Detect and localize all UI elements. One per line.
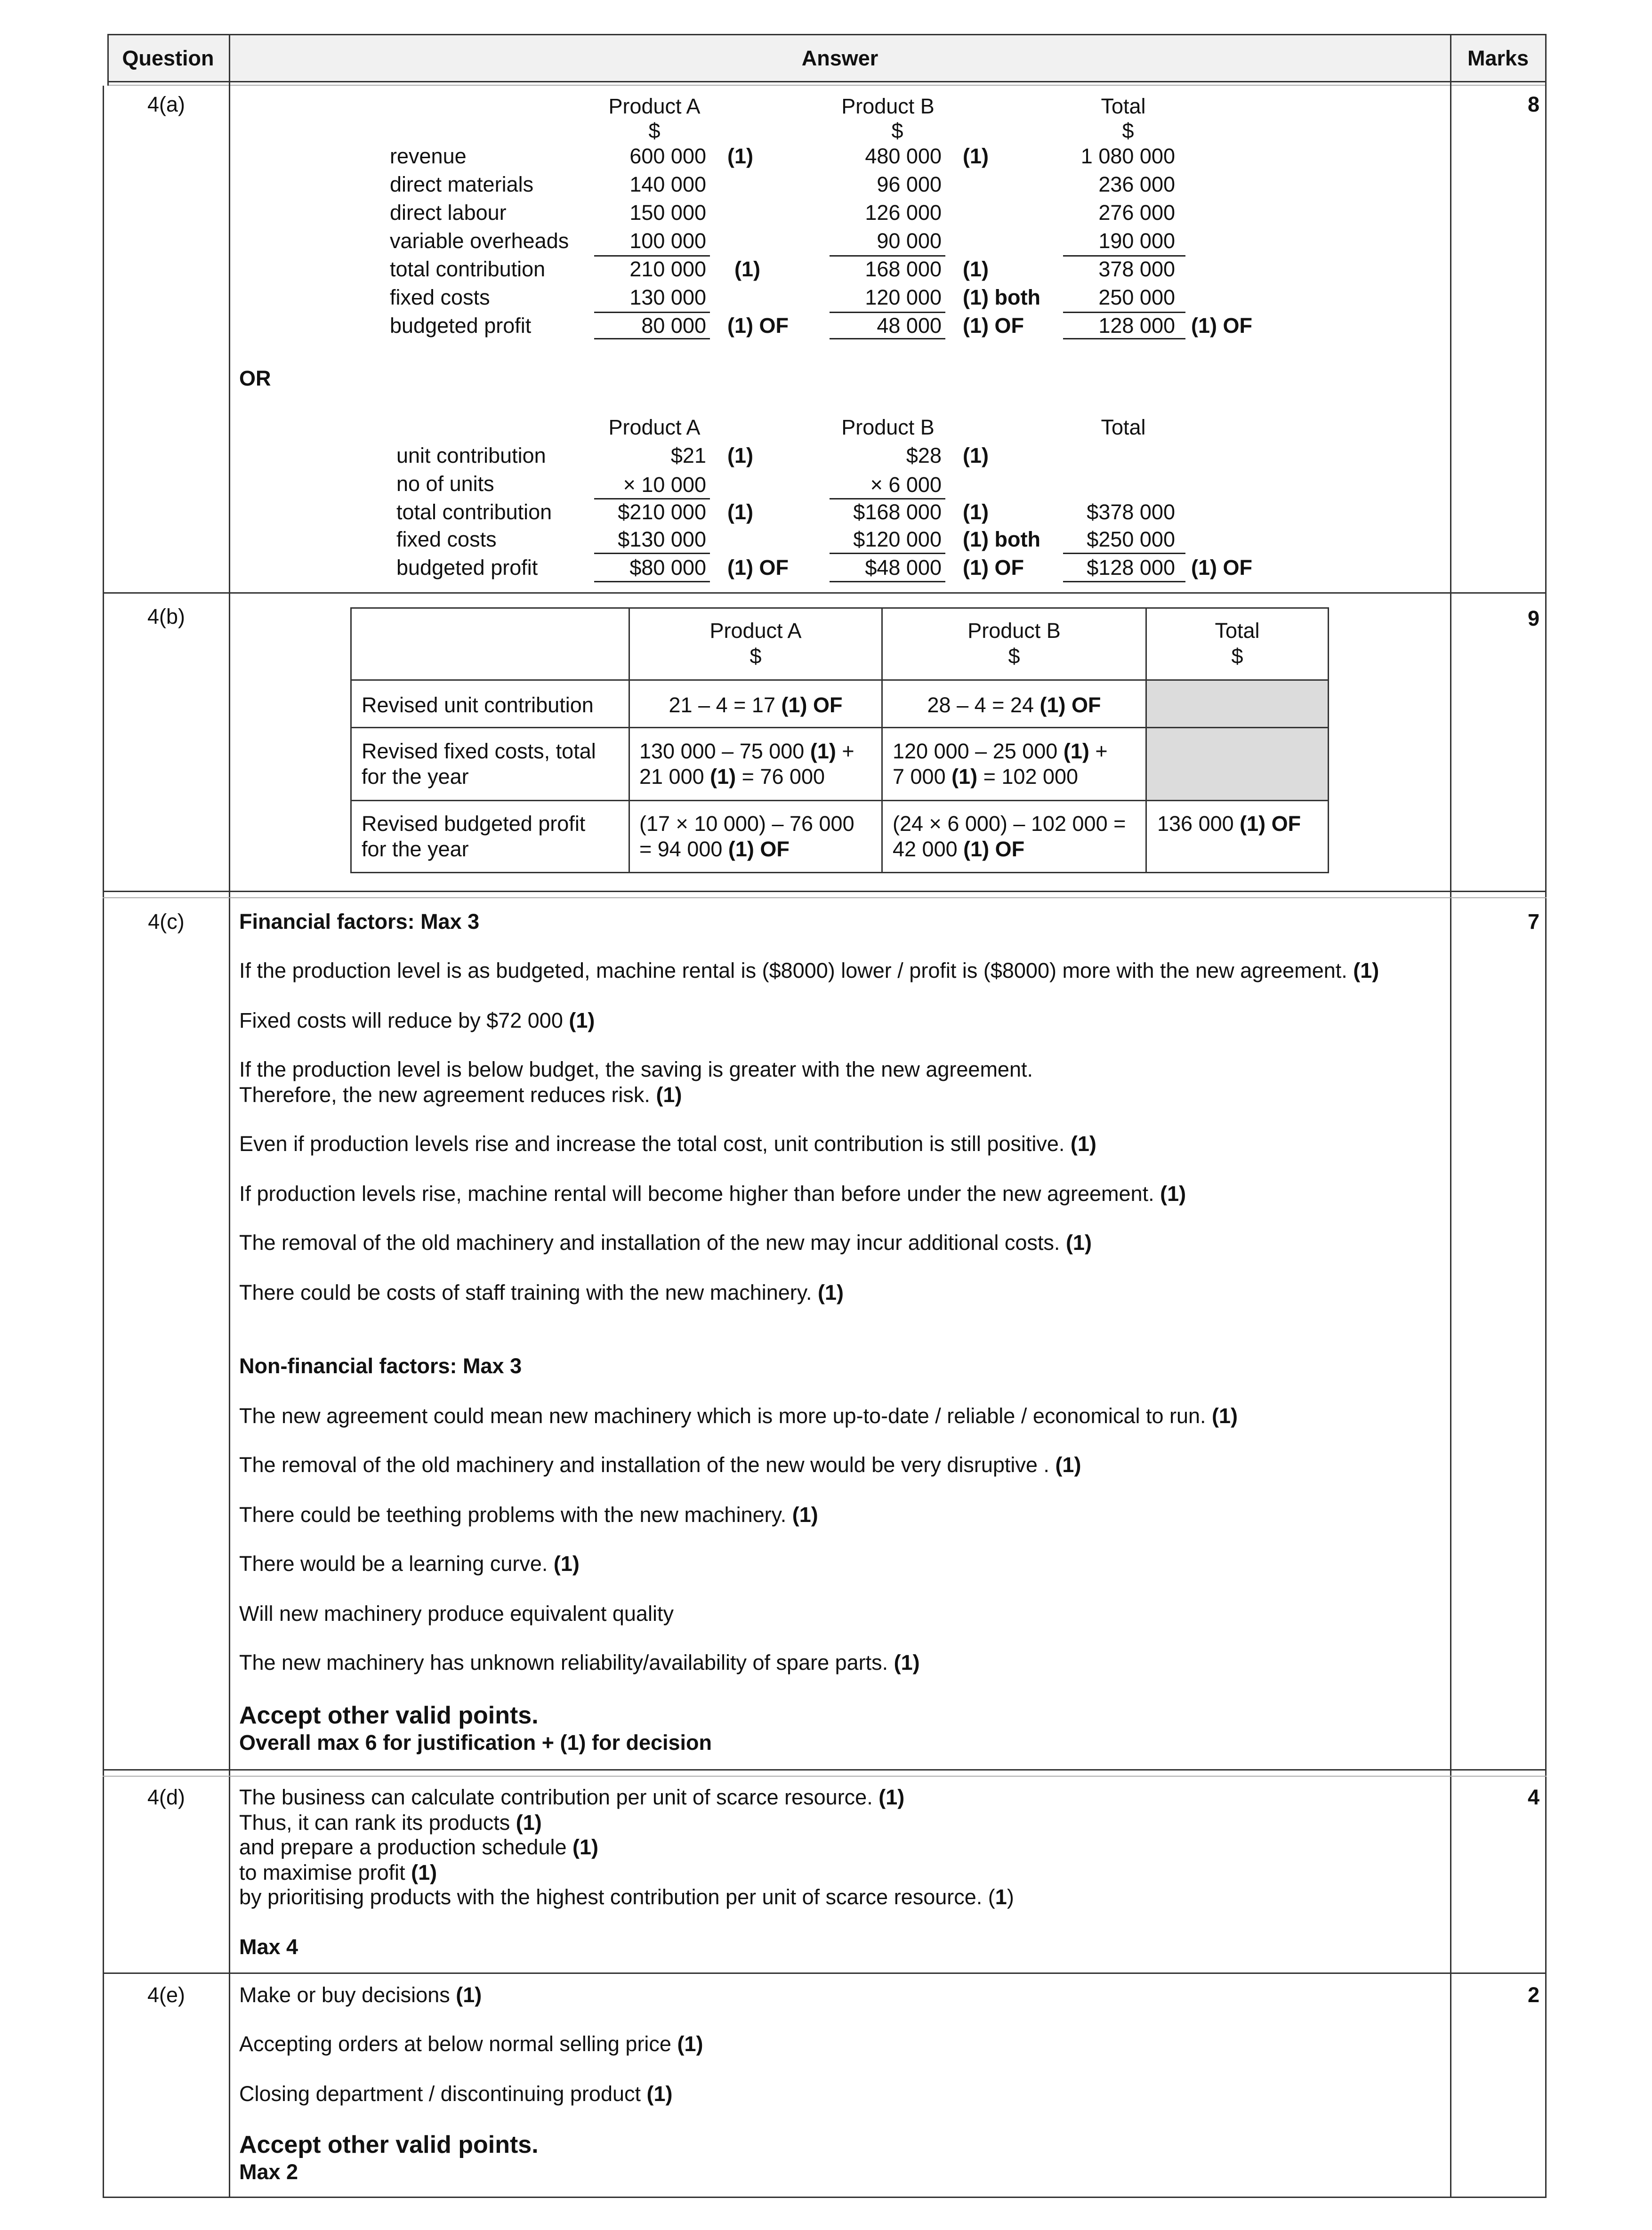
t1-value-total: 276 000	[1098, 201, 1175, 225]
accept-other-points-4e: Accept other valid points.	[239, 2131, 539, 2158]
t2-header-product-a: Product A	[608, 415, 701, 439]
row-separator-4e	[103, 1972, 1547, 1974]
rt-r1-b-mark: (1) OF	[1040, 693, 1101, 717]
financial-point	[239, 1231, 1092, 1255]
t2-header-product-b: Product B	[841, 415, 935, 439]
4d-line	[239, 1885, 1014, 1909]
4e-line	[239, 1983, 482, 2007]
rt-header-a-dollar: $	[749, 644, 762, 668]
financial-factors-heading: Financial factors: Max 3	[239, 910, 480, 934]
t2-mark-b: (1) both	[963, 527, 1040, 551]
financial-point	[239, 1132, 1096, 1156]
t2-value-b: × 6 000	[870, 473, 942, 497]
t2-underline-total-2	[1063, 553, 1185, 554]
rt-r2-b1-text: 120 000 – 25 000	[893, 739, 1064, 763]
rt-header-total-dollar: $	[1231, 644, 1243, 668]
rt-r1-a	[629, 693, 883, 717]
t2-value-b: $120 000	[853, 527, 942, 551]
t2-label: budgeted profit	[396, 555, 538, 580]
rt-r2-b-cell	[881, 727, 1147, 801]
t1-header-product-a-dollar: $	[648, 119, 661, 143]
point-text: If the production level is as budgeted, machine rental is ($8000) lower / profit is ($8000) more with the new agreement.	[239, 958, 1354, 982]
t1-header-product-b: Product B	[841, 94, 935, 118]
t1-label: variable overheads	[390, 229, 569, 253]
point-mark: (1)	[1065, 1231, 1092, 1255]
line-text: Make or buy decisions	[239, 1983, 456, 2007]
point-text: If production levels rise, machine rental will become higher than before under the new agreement.	[239, 1182, 1160, 1206]
rt-header-b-label: Product B	[967, 619, 1061, 643]
rt-r2-a1-mark: (1)	[810, 739, 836, 763]
rt-r2-b2-mark: (1)	[951, 765, 978, 789]
question-col-divider	[229, 34, 230, 2198]
t2-value-a: $130 000	[618, 527, 706, 551]
t1-value-a: 130 000	[629, 285, 706, 309]
line-text: to maximise profit	[239, 1860, 411, 1884]
t2-underline-b-2	[830, 553, 945, 554]
t2-underline-b-3	[830, 581, 945, 582]
point-mark: (1)	[1160, 1182, 1186, 1206]
t2-value-b: $28	[906, 443, 942, 467]
header-marks: Marks	[1467, 46, 1529, 70]
marks-4d: 4	[1527, 1785, 1539, 1809]
max-4d: Max 4	[239, 1935, 298, 1959]
t2-value-total: $378 000	[1087, 500, 1175, 524]
t1-label: total contribution	[390, 257, 546, 281]
non-financial-point	[239, 1650, 920, 1675]
rt-r1-a-text: 21 – 4 = 17	[669, 693, 782, 717]
rt-r2-b2-end: = 102 000	[977, 765, 1079, 789]
rt-r3-b-line2	[893, 837, 1024, 861]
overall-max-4c: Overall max 6 for justification + (1) for decision	[239, 1731, 712, 1755]
rt-header-a-label: Product A	[709, 619, 802, 643]
t1-label: direct materials	[390, 172, 534, 196]
rt-r2-label-2: for the year	[362, 765, 469, 789]
row-separator-4c-b	[103, 897, 1547, 898]
point-text: The removal of the old machinery and installation of the new would be very disruptive .	[239, 1453, 1056, 1477]
t1-underline-a	[594, 255, 710, 257]
header-bottom-border	[107, 81, 1546, 82]
t1-mark-b: (1) both	[963, 285, 1040, 309]
t1-label: revenue	[390, 144, 467, 168]
marks-4c: 7	[1527, 910, 1539, 934]
t2-label: no of units	[396, 472, 494, 496]
rt-r3-a2-mark: (1) OF	[728, 837, 790, 861]
t1-header-total: Total	[1101, 94, 1146, 118]
t2-label: total contribution	[396, 500, 552, 524]
t1-value-a: 600 000	[629, 144, 706, 168]
financial-point	[239, 1083, 682, 1107]
t1-underline-total	[1063, 255, 1185, 257]
rt-r3-b2-text: 42 000	[893, 837, 964, 861]
rt-header-total-label: Total	[1215, 619, 1260, 643]
rt-r2-a2-mark: (1)	[710, 765, 736, 789]
t1-value-b: 480 000	[865, 144, 942, 168]
t1-value-b: 168 000	[865, 257, 942, 281]
rt-r2-b1-end: +	[1089, 739, 1108, 763]
rt-r3-a-line1: (17 × 10 000) – 76 000	[639, 812, 854, 836]
t1-mark-a: (1) OF	[727, 314, 789, 338]
line-mark: (1)	[411, 1860, 437, 1884]
t2-value-total: $250 000	[1087, 527, 1175, 551]
rt-header-b-dollar: $	[1008, 644, 1020, 668]
t2-value-b: $48 000	[865, 555, 942, 580]
header-bottom-border-2	[107, 85, 1546, 86]
t1-value-a: 150 000	[629, 201, 706, 225]
4e-line	[239, 2082, 673, 2106]
line-mark: (1)	[677, 2032, 703, 2056]
rt-r3-total-text: 136 000	[1157, 812, 1240, 836]
line-text: Accepting orders at below normal selling price	[239, 2032, 677, 2056]
point-text: Fixed costs will reduce by $72 000	[239, 1008, 569, 1032]
rt-r2-b-line2	[893, 765, 1078, 789]
line-mark: 1	[995, 1885, 1007, 1909]
t2-mark-a: (1) OF	[727, 555, 789, 580]
point-text: Therefore, the new agreement reduces risk.	[239, 1083, 656, 1107]
financial-point	[239, 1182, 1186, 1206]
row-separator-4d	[103, 1769, 1547, 1771]
t1-value-total: 378 000	[1098, 257, 1175, 281]
non-financial-point	[239, 1453, 1081, 1477]
4d-line	[239, 1860, 437, 1885]
t2-mark-a: (1)	[727, 500, 753, 524]
point-mark: (1)	[894, 1650, 920, 1675]
point-mark: (1)	[1070, 1132, 1096, 1156]
rt-r2-a1-end: +	[836, 739, 854, 763]
rt-r2-a2-end: = 76 000	[736, 765, 825, 789]
or-label: OR	[239, 366, 271, 390]
t1-mark-b: (1)	[963, 257, 989, 281]
t1-value-b: 48 000	[877, 314, 942, 338]
marks-4e: 2	[1527, 1983, 1539, 2007]
t1-value-total: 190 000	[1098, 229, 1175, 253]
t2-underline-b	[830, 498, 945, 499]
financial-point	[239, 958, 1379, 983]
point-mark: (1)	[656, 1083, 682, 1107]
t1-underline-b	[830, 255, 945, 257]
point-text: If the production level is below budget, the saving is greater with the new agreement.	[239, 1057, 1033, 1081]
point-mark: (1)	[569, 1008, 595, 1032]
line-text: Closing department / discontinuing product	[239, 2082, 647, 2106]
t2-value-a: $80 000	[629, 555, 706, 580]
line-mark: (1)	[516, 1811, 542, 1835]
rt-r3-b2-mark: (1) OF	[963, 837, 1025, 861]
t1-value-b: 96 000	[877, 172, 942, 196]
rt-r2-total-cell-shaded	[1145, 727, 1329, 801]
t1-value-a: 80 000	[641, 314, 706, 338]
line-text: by prioritising products with the highest contribution per unit of scarce resource. (	[239, 1885, 995, 1909]
4e-line	[239, 2032, 703, 2056]
t1-underline-a-2	[594, 312, 710, 313]
non-financial-point	[239, 1602, 674, 1626]
rt-r2-a1-text: 130 000 – 75 000	[639, 739, 810, 763]
t2-value-total: $128 000	[1087, 555, 1175, 580]
4d-line	[239, 1785, 904, 1810]
t1-header-total-dollar: $	[1122, 119, 1134, 143]
rt-r1-total-cell-shaded	[1145, 679, 1329, 728]
point-mark: (1)	[553, 1552, 580, 1576]
rt-r3-a-line2	[639, 837, 790, 861]
t1-value-b: 90 000	[877, 229, 942, 253]
marks-col-divider	[1450, 34, 1451, 2198]
marks-4b: 9	[1527, 606, 1539, 630]
point-mark: (1)	[1353, 958, 1379, 982]
t1-underline-a-3	[594, 338, 710, 339]
t1-mark-a: (1)	[727, 144, 753, 168]
point-text: Will new machinery produce equivalent quality	[239, 1602, 674, 1626]
rt-r1-a-mark: (1) OF	[781, 693, 843, 717]
t2-value-b: $168 000	[853, 500, 942, 524]
point-mark: (1)	[792, 1503, 818, 1527]
header-answer: Answer	[801, 46, 878, 70]
rt-r3-total-mark: (1) OF	[1240, 812, 1301, 836]
rt-r3-label-cell	[350, 800, 630, 873]
table-left-border-body	[103, 86, 104, 2198]
rt-r2-a2-text: 21 000	[639, 765, 710, 789]
t1-underline-total-3	[1063, 338, 1185, 339]
rt-r3-b-line1: (24 × 6 000) – 102 000 =	[893, 812, 1126, 836]
t1-mark-b: (1) OF	[963, 314, 1024, 338]
t2-underline-total-3	[1063, 581, 1185, 582]
t2-label: fixed costs	[396, 527, 497, 551]
line-text: and prepare a production schedule	[239, 1835, 573, 1859]
t1-value-total: 1 080 000	[1080, 144, 1175, 168]
row-separator-4b	[103, 592, 1547, 594]
row-separator-4d-b	[103, 1776, 1547, 1777]
non-financial-point	[239, 1404, 1238, 1428]
point-text: The new machinery has unknown reliability/availability of spare parts.	[239, 1650, 894, 1675]
t2-label: unit contribution	[396, 443, 546, 467]
t2-mark-total: (1) OF	[1191, 555, 1252, 580]
rt-r1-label: Revised unit contribution	[362, 693, 594, 717]
financial-point	[239, 1008, 595, 1033]
rt-r2-b-line1	[893, 739, 1108, 764]
point-text: The removal of the old machinery and installation of the new may incur additional costs.	[239, 1231, 1066, 1255]
marks-4a: 8	[1527, 92, 1539, 116]
question-number-4e: 4(e)	[147, 1983, 185, 2007]
t2-underline-a-3	[594, 581, 710, 582]
t1-value-total: 128 000	[1098, 314, 1175, 338]
4d-line	[239, 1835, 598, 1860]
t2-value-a: $210 000	[618, 500, 706, 524]
point-text: The new agreement could mean new machinery which is more up-to-date / reliable / economical to run.	[239, 1404, 1212, 1428]
point-text: There could be costs of staff training with the new machinery.	[239, 1280, 818, 1304]
t1-label: direct labour	[390, 201, 507, 225]
t2-mark-b: (1) OF	[963, 555, 1024, 580]
point-text: Even if production levels rise and increase the total cost, unit contribution is still positive.	[239, 1132, 1071, 1156]
line-text: The business can calculate contribution per unit of scarce resource.	[239, 1785, 879, 1809]
line-end: )	[1007, 1885, 1014, 1909]
rt-r3-total-cell	[1145, 800, 1329, 873]
rt-r2-label-cell	[350, 727, 630, 801]
line-mark: (1)	[456, 1983, 482, 2007]
question-number-4b: 4(b)	[147, 604, 185, 628]
t1-label: fixed costs	[390, 285, 490, 309]
rt-r2-b1-mark: (1)	[1063, 739, 1089, 763]
t1-underline-b-2	[830, 312, 945, 313]
non-financial-point	[239, 1552, 580, 1576]
rt-r1-b-text: 28 – 4 = 24	[927, 693, 1040, 717]
question-number-4d: 4(d)	[147, 1785, 185, 1809]
header-question: Question	[122, 46, 214, 70]
row-separator-4c	[103, 891, 1547, 892]
rt-r2-a-line1	[639, 739, 854, 764]
t1-header-product-a: Product A	[608, 94, 701, 118]
rt-r3-b-cell	[881, 800, 1147, 873]
question-number-4a: 4(a)	[147, 92, 185, 116]
t1-mark-b: (1)	[963, 144, 989, 168]
point-mark: (1)	[817, 1280, 844, 1304]
t2-underline-a	[594, 498, 710, 499]
rt-header-blank	[350, 607, 630, 681]
point-mark: (1)	[1055, 1453, 1081, 1477]
t1-value-a: 140 000	[629, 172, 706, 196]
accept-other-points-4c: Accept other valid points.	[239, 1702, 539, 1729]
t2-underline-a-2	[594, 553, 710, 554]
t1-underline-total-2	[1063, 312, 1185, 313]
t1-value-a: 210 000	[629, 257, 706, 281]
t1-value-a: 100 000	[629, 229, 706, 253]
point-text: There could be teething problems with the new machinery.	[239, 1503, 792, 1527]
rt-r2-a-cell	[629, 727, 883, 801]
table-right-border	[1545, 34, 1547, 2198]
financial-point	[239, 1057, 1033, 1082]
rt-r3-total	[1157, 812, 1301, 836]
rt-r2-b2-text: 7 000	[893, 765, 952, 789]
table-bottom-border	[103, 2197, 1547, 2198]
t2-mark-a: (1)	[727, 443, 753, 467]
t1-value-b: 126 000	[865, 201, 942, 225]
line-text: Thus, it can rank its products	[239, 1811, 516, 1835]
t1-mark-total: (1) OF	[1191, 314, 1252, 338]
rt-r3-a-cell	[629, 800, 883, 873]
max-4e: Max 2	[239, 2160, 298, 2184]
financial-point	[239, 1280, 844, 1305]
question-number-4c: 4(c)	[148, 910, 185, 934]
t1-value-total: 250 000	[1098, 285, 1175, 309]
rt-r3-label-1: Revised budgeted profit	[362, 812, 586, 836]
non-financial-factors-heading: Non-financial factors: Max 3	[239, 1354, 522, 1378]
t2-value-a: × 10 000	[623, 473, 706, 497]
t1-label: budgeted profit	[390, 314, 532, 338]
t2-header-total: Total	[1101, 415, 1146, 439]
line-mark: (1)	[646, 2082, 673, 2106]
4d-line	[239, 1811, 542, 1835]
t1-value-total: 236 000	[1098, 172, 1175, 196]
t2-mark-b: (1)	[963, 500, 989, 524]
line-mark: (1)	[878, 1785, 905, 1809]
rt-r3-label-2: for the year	[362, 837, 469, 861]
rt-r2-a-line2	[639, 765, 825, 789]
t1-mark-a: (1)	[734, 257, 760, 281]
point-mark: (1)	[1212, 1404, 1238, 1428]
point-text: There would be a learning curve.	[239, 1552, 554, 1576]
t1-header-product-b-dollar: $	[891, 119, 903, 143]
rt-r2-label-1: Revised fixed costs, total	[362, 739, 596, 763]
rt-r1-b	[881, 693, 1147, 717]
line-mark: (1)	[572, 1835, 599, 1859]
t1-underline-b-3	[830, 338, 945, 339]
t2-value-a: $21	[670, 443, 706, 467]
t1-value-b: 120 000	[865, 285, 942, 309]
t2-mark-b: (1)	[963, 443, 989, 467]
rt-r3-a2-text: = 94 000	[639, 837, 728, 861]
table-top-border	[107, 34, 1546, 35]
non-financial-point	[239, 1503, 818, 1527]
